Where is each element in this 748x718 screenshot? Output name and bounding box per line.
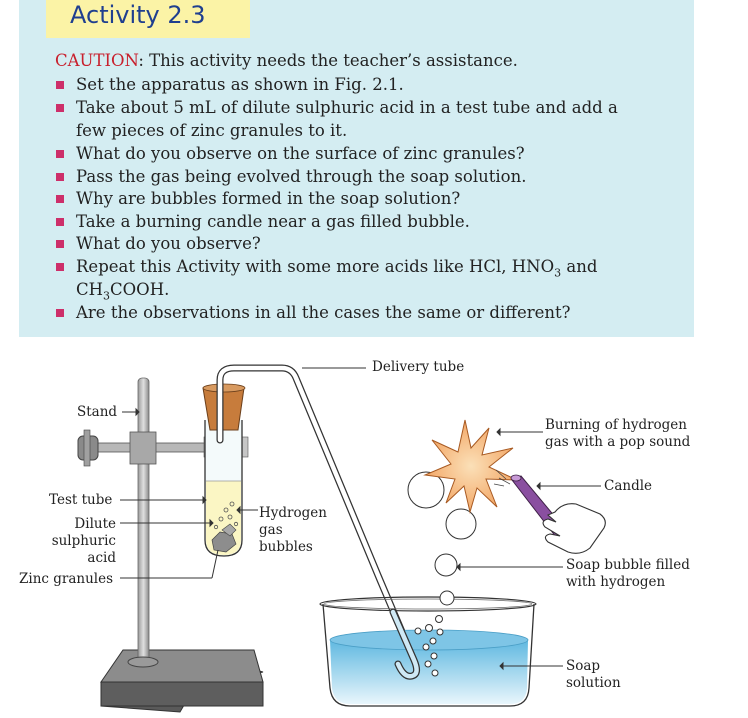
step-8a: Repeat this Activity with some more acids like HCl, $HNO_3$ and [76,257,598,280]
label-burning-1: Burning of hydrogen [545,417,687,433]
label-candle: Candle [604,478,653,494]
activity-title: Activity 2.3 [70,1,206,29]
step-1: Set the apparatus as shown in Fig. 2.1. [76,75,404,94]
label-dilute: Dilute [74,516,116,532]
step-5: Why are bubbles formed in the soap solution? [76,189,461,208]
label-hydrogen: Hydrogen [259,505,327,521]
caution-text: : This activity needs the teacher’s assistance. [138,51,518,70]
label-zinc-granules: Zinc granules [19,571,114,587]
label-soap: Soap [566,658,601,674]
hand [543,504,605,554]
label-bubbles: bubbles [259,539,313,555]
trough [320,597,536,706]
label-stand: Stand [77,404,118,420]
label-test-tube: Test tube [49,492,113,508]
step-7: What do you observe? [76,234,261,253]
step-4: Pass the gas being evolved through the soap solution. [76,167,527,186]
label-gas: gas [259,522,283,538]
step-8b: $CH_3COOH$. [76,280,170,303]
step-3: What do you observe on the surface of zinc granules? [76,144,525,163]
stand-base [101,650,263,712]
label-delivery-tube: Delivery tube [372,359,465,375]
label-acid: acid [87,550,116,566]
test-tube [205,420,242,556]
label-burning-2: gas with a pop sound [545,434,691,450]
label-solution: solution [566,675,621,691]
delivery-tube [220,368,417,676]
stand-rod [138,378,149,662]
step-2b: few pieces of zinc granules to it. [76,121,348,140]
caution-label: CAUTION [55,51,139,70]
step-9: Are the observations in all the cases the same or different? [76,303,571,322]
label-soap-bubble-1: Soap bubble filled [566,557,690,573]
step-2a: Take about 5 mL of dilute sulphuric acid in a test tube and add a [76,98,618,117]
step-6: Take a burning candle near a gas filled bubble. [76,212,470,231]
label-soap-bubble-2: with hydrogen [566,574,666,590]
label-sulphuric: sulphuric [51,533,116,549]
